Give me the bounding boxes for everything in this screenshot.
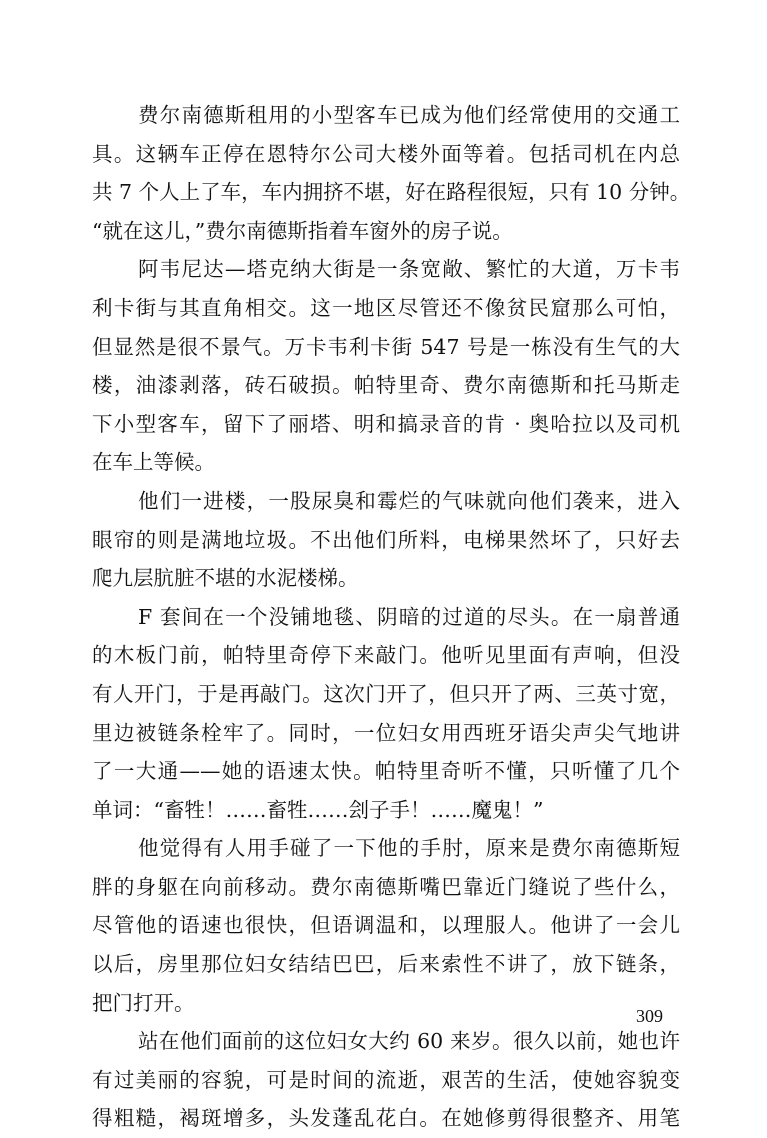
text-line: 共 7 个人上了车，车内拥挤不堪，好在路程很短，只有 10 分钟。 — [92, 180, 691, 205]
text-line: 把门打开。 — [92, 990, 195, 1015]
text-line: 眼帘的则是满地垃圾。不出他们所料，电梯果然坏了，只好去 — [92, 527, 680, 552]
text-line: “就在这儿，”费尔南德斯指着车窗外的房子说。 — [92, 218, 513, 243]
text-line: 在车上等候。 — [92, 450, 215, 475]
text-line: 以后，房里那位妇女结结巴巴，后来索性不讲了，放下链条， — [92, 952, 680, 977]
text-line: 的木板门前，帕特里奇停下来敲门。他听见里面有声响，但没 — [92, 643, 680, 668]
text-line: 爬九层肮脏不堪的水泥楼梯。 — [92, 566, 359, 591]
text-line: 阿韦尼达—塔克纳大街是一条宽敞、繁忙的大道，万卡韦 — [138, 257, 680, 282]
text-line: 但显然是很不景气。万卡韦利卡街 547 号是一栋没有生气的大 — [92, 334, 680, 359]
text-line: 得粗糙，褐斑增多，头发蓬乱花白。在她修剪得很整齐、用笔 — [92, 1106, 680, 1131]
text-line: 他觉得有人用手碰了一下他的手肘，原来是费尔南德斯短 — [138, 836, 680, 861]
text-line: 单词：“畜牲！……畜牲……刽子手！……魔鬼！” — [92, 797, 544, 822]
text-line: 楼，油漆剥落，砖石破损。帕特里奇、费尔南德斯和托马斯走 — [92, 373, 680, 398]
text-line: 费尔南德斯租用的小型客车已成为他们经常使用的交通工 — [138, 103, 680, 127]
text-line: 胖的身躯在向前移动。费尔南德斯嘴巴靠近门缝说了些什么， — [92, 874, 680, 899]
text-line: 站在他们面前的这位妇女大约 60 来岁。很久以前，她也许 — [138, 1029, 680, 1054]
text-line: 利卡街与其直角相交。这一地区尽管还不像贫民窟那么可怕， — [92, 295, 680, 320]
text-line: 里边被链条栓牢了。同时，一位妇女用西班牙语尖声尖气地讲 — [92, 720, 680, 745]
text-line: 了一大通——她的语速太快。帕特里奇听不懂，只听懂了几个 — [92, 759, 680, 784]
text-line: 尽管他的语速也很快，但语调温和，以理服人。他讲了一会儿 — [92, 913, 680, 938]
text-line: 有人开门，于是再敲门。这次门开了，但只开了两、三英寸宽， — [92, 681, 680, 706]
body-text — [92, 96, 691, 1138]
text-line: 下小型客车，留下了丽塔、明和搞录音的肯 · 奥哈拉以及司机 — [92, 411, 680, 436]
page-number: 309 — [636, 1006, 663, 1026]
text-line: 他们一进楼，一股尿臭和霉烂的气味就向他们袭来，进入 — [138, 488, 680, 513]
text-line: 有过美丽的容貌，可是时间的流逝，艰苦的生活，使她容貌变 — [92, 1067, 680, 1092]
text-line: F 套间在一个没铺地毯、阴暗的过道的尽头。在一扇普通 — [138, 604, 680, 629]
text-line: 具。这辆车正停在恩特尔公司大楼外面等着。包括司机在内总 — [92, 141, 680, 166]
